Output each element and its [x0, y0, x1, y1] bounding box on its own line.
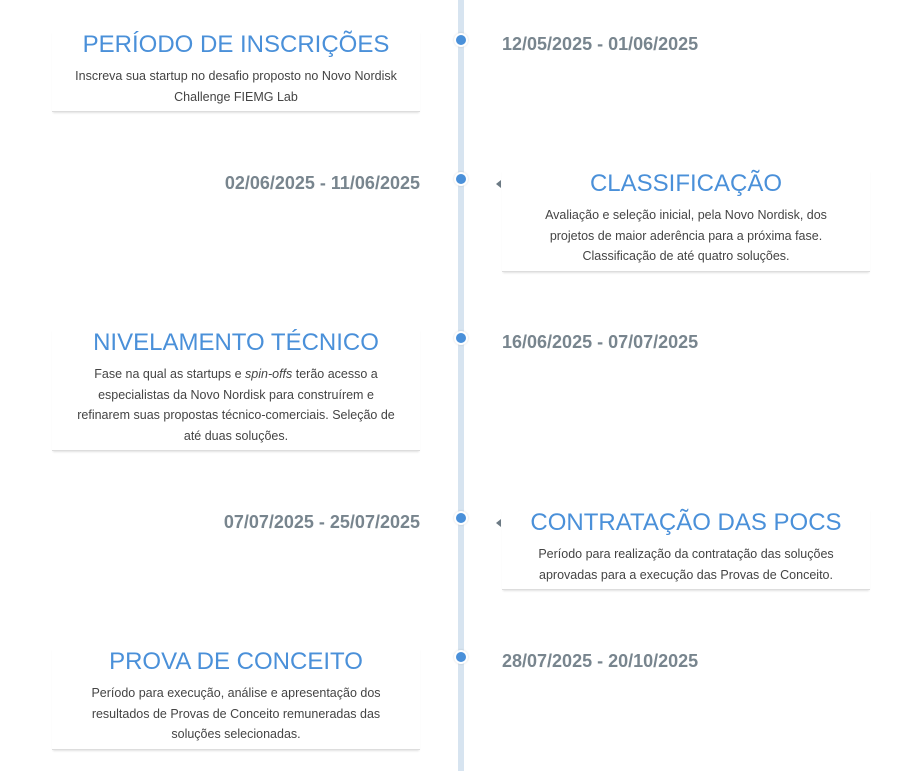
desc-text: terão acesso a especialistas da Novo Nordisk para construírem e refinarem suas propostas técnico-comerciais. Seleção de até duas soluções. [77, 367, 395, 443]
card-title: CONTRATAÇÃO DAS POCS [530, 509, 842, 536]
card-title: PERÍODO DE INSCRIÇÕES [82, 31, 390, 58]
caret-left-icon [496, 180, 501, 188]
card-date: 28/07/2025 - 20/10/2025 [502, 651, 699, 671]
timeline-card-prova [52, 647, 420, 750]
card-description [52, 364, 420, 446]
caret-left-icon [496, 519, 501, 527]
timeline-card-inscricoes [52, 30, 420, 112]
timeline-dot [454, 511, 468, 525]
timeline-dot [454, 33, 468, 47]
timeline-dot [454, 172, 468, 186]
card-description: Avaliação e seleção inicial, pela Novo Nordisk, dos projetos de maior aderência para a próxima fase. Classificação de até quatro soluções. [545, 208, 827, 263]
timeline-dot [454, 650, 468, 664]
timeline-card-nivelamento [52, 328, 420, 451]
card-date: 16/06/2025 - 07/07/2025 [502, 332, 699, 352]
card-date: 12/05/2025 - 01/06/2025 [502, 34, 699, 54]
card-title: NIVELAMENTO TÉCNICO [93, 329, 379, 356]
card-description: Período para realização da contratação das soluções aprovadas para a execução das Provas de Conceito. [538, 547, 834, 582]
desc-text: Fase na qual as startups e [94, 367, 246, 381]
timeline-card-contratacao [502, 508, 870, 590]
timeline-card-classificacao [502, 169, 870, 272]
desc-emphasis: spin-offs [245, 367, 293, 381]
card-title: CLASSIFICAÇÃO [589, 170, 783, 197]
card-description: Período para execução, análise e apresentação dos resultados de Provas de Conceito remuneradas das soluções selecionadas. [91, 686, 381, 741]
card-description: Inscreva sua startup no desafio proposto no Novo Nordisk Challenge FIEMG Lab [75, 69, 397, 104]
card-date: 07/07/2025 - 25/07/2025 [223, 512, 420, 532]
card-title: PROVA DE CONCEITO [109, 648, 363, 675]
card-date: 02/06/2025 - 11/06/2025 [224, 173, 420, 193]
timeline-dot [454, 331, 468, 345]
